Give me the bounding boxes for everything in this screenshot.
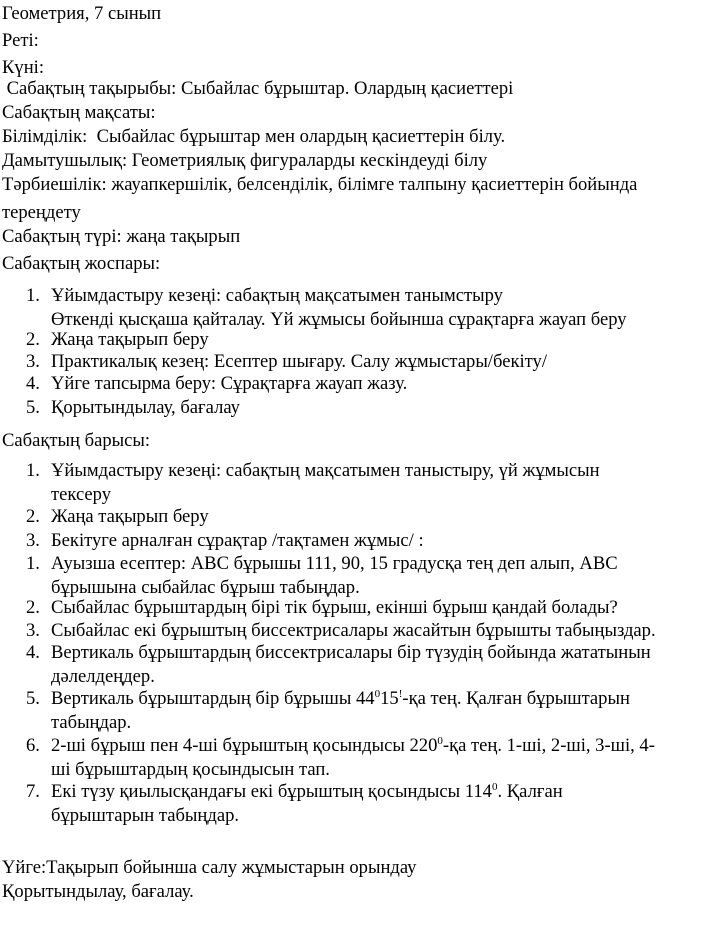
progress-item-number: 2. [26,506,40,527]
progress-item-text: Ұйымдастыру кезеңі: сабақтың мақсатымен таныстыру, үй жұмысын [51,460,600,481]
progress-item-text: Бекітуге арналған сұрақтар /тақтамен жұмыс/ : [51,530,424,551]
superscript-minute: ! [398,687,403,700]
progress-item [26,459,702,507]
progress-title: Сабақтың барысы: [2,430,151,451]
question-text [51,781,563,802]
question-item [26,687,702,735]
lesson-type: Сабақтың түрі: жаңа тақырып [2,226,241,247]
plan-item [26,372,702,396]
question-number: 4. [26,642,40,663]
superscript-degree: 0 [437,734,443,747]
goal-upbringing-line2: тереңдету [2,202,81,223]
question-item [26,552,702,600]
progress-item-text-continued: тексеру [51,484,112,505]
question-text-continued: табыңдар. [51,712,132,733]
question-text-continued: дәлелдеңдер. [51,666,155,687]
order-line: Реті: [2,30,39,51]
superscript-degree: 0 [374,687,381,700]
plan-item-text: Үйге тапсырма беру: Сұрақтарға жауап жазу. [51,373,408,394]
homework-line: Үйге:Тақырып бойынша салу жұмыстарын орындау [2,857,417,878]
question-item [26,619,702,643]
goal-knowledge: Білімділік: Сыбайлас бұрыштар мен олардың қасиеттерін білу. [2,126,506,147]
goal-upbringing-line1: Тәрбиешілік: жауапкершілік, белсенділік, білімге талпыну қасиеттерін бойында [2,174,638,195]
progress-item [26,529,702,553]
summary-line: Қорытындылау, бағалау. [2,881,194,902]
progress-item-text: Жаңа тақырып беру [51,506,209,527]
question-text-part: . Қалған [497,781,563,802]
plan-item [26,396,702,420]
progress-item [26,505,702,529]
question-number: 5. [26,688,40,709]
plan-item-text: Жаңа тақырып беру [51,329,209,350]
question-text-part: Екі түзу қиылысқандағы екі бұрыштың қосындысы 114 [51,781,492,802]
question-text-continued: ші бұрыштардың қосындысын тап. [51,759,330,780]
question-item [26,596,702,620]
question-item [26,780,702,828]
question-text-part: Вертикаль бұрыштардың бір бұрышы 44 [51,688,375,709]
plan-item-text: Практикалық кезең: Есептер шығару. Салу жұмыстары/бекіту/ [51,351,547,372]
question-text-part: -қа тең. Қалған бұрыштарын [402,688,630,709]
question-item [26,734,702,782]
plan-title: Сабақтың жоспары: [2,253,161,274]
question-item [26,641,702,689]
subject-line: Геометрия, 7 сынып [2,3,162,24]
topic-line: Сабақтың тақырыбы: Сыбайлас бұрыштар. Олардың қасиеттері [2,78,514,99]
question-number: 2. [26,597,40,618]
question-number: 6. [26,735,40,756]
goals-title: Сабақтың мақсаты: [2,102,156,123]
plan-item-number: 4. [26,373,40,394]
plan-item [26,284,702,332]
plan-item-text: Ұйымдастыру кезеңі: сабақтың мақсатымен танымстыру [51,285,503,306]
progress-item-number: 3. [26,530,40,551]
question-text: Ауызша есептер: АВС бұрышы 111, 90, 15 градусқа тең деп алып, АВС [51,553,618,574]
question-text-continued: бұрыштарын табыңдар. [51,805,240,826]
plan-item-number: 5. [26,397,40,418]
question-text: Сыбайлас бұрыштардың бірі тік бұрыш, екінші бұрыш қандай болады? [51,597,618,618]
question-text-part: -қа тең. 1-ші, 2-ші, 3-ші, 4- [442,735,655,756]
plan-item-number: 2. [26,329,40,350]
question-text: Сыбайлас екі бұрыштың биссектрисалары жасайтын бұрышты табыңыздар. [51,620,656,641]
date-line: Күні: [2,57,44,78]
plan-item [26,350,702,374]
goal-development: Дамытушылық: Геометриялық фигураларды кескіндеуді білу [2,150,488,171]
plan-item-text: Қорытындылау, бағалау [51,397,240,418]
plan-item [26,328,702,352]
question-number: 7. [26,781,40,802]
superscript-degree: 0 [491,780,498,793]
plan-item-text-continued: Өткенді қысқаша қайталау. Үй жұмысы бойынша сұрақтарға жауап беру [51,309,627,330]
question-text-part: 15 [380,688,399,709]
plan-item-number: 3. [26,351,40,372]
question-number: 1. [26,553,40,574]
question-text-continued: бұрышына сыбайлас бұрыш табыңдар. [51,577,360,598]
question-text: Вертикаль бұрыштардың биссектрисалары бір түзудің бойында жататынын [51,642,651,663]
plan-item-number: 1. [26,285,40,306]
question-text [51,735,655,756]
question-text-part: 2-ші бұрыш пен 4-ші бұрыштың қосындысы 220 [51,735,438,756]
progress-item-number: 1. [26,460,40,481]
question-number: 3. [26,620,40,641]
question-text [51,688,630,709]
